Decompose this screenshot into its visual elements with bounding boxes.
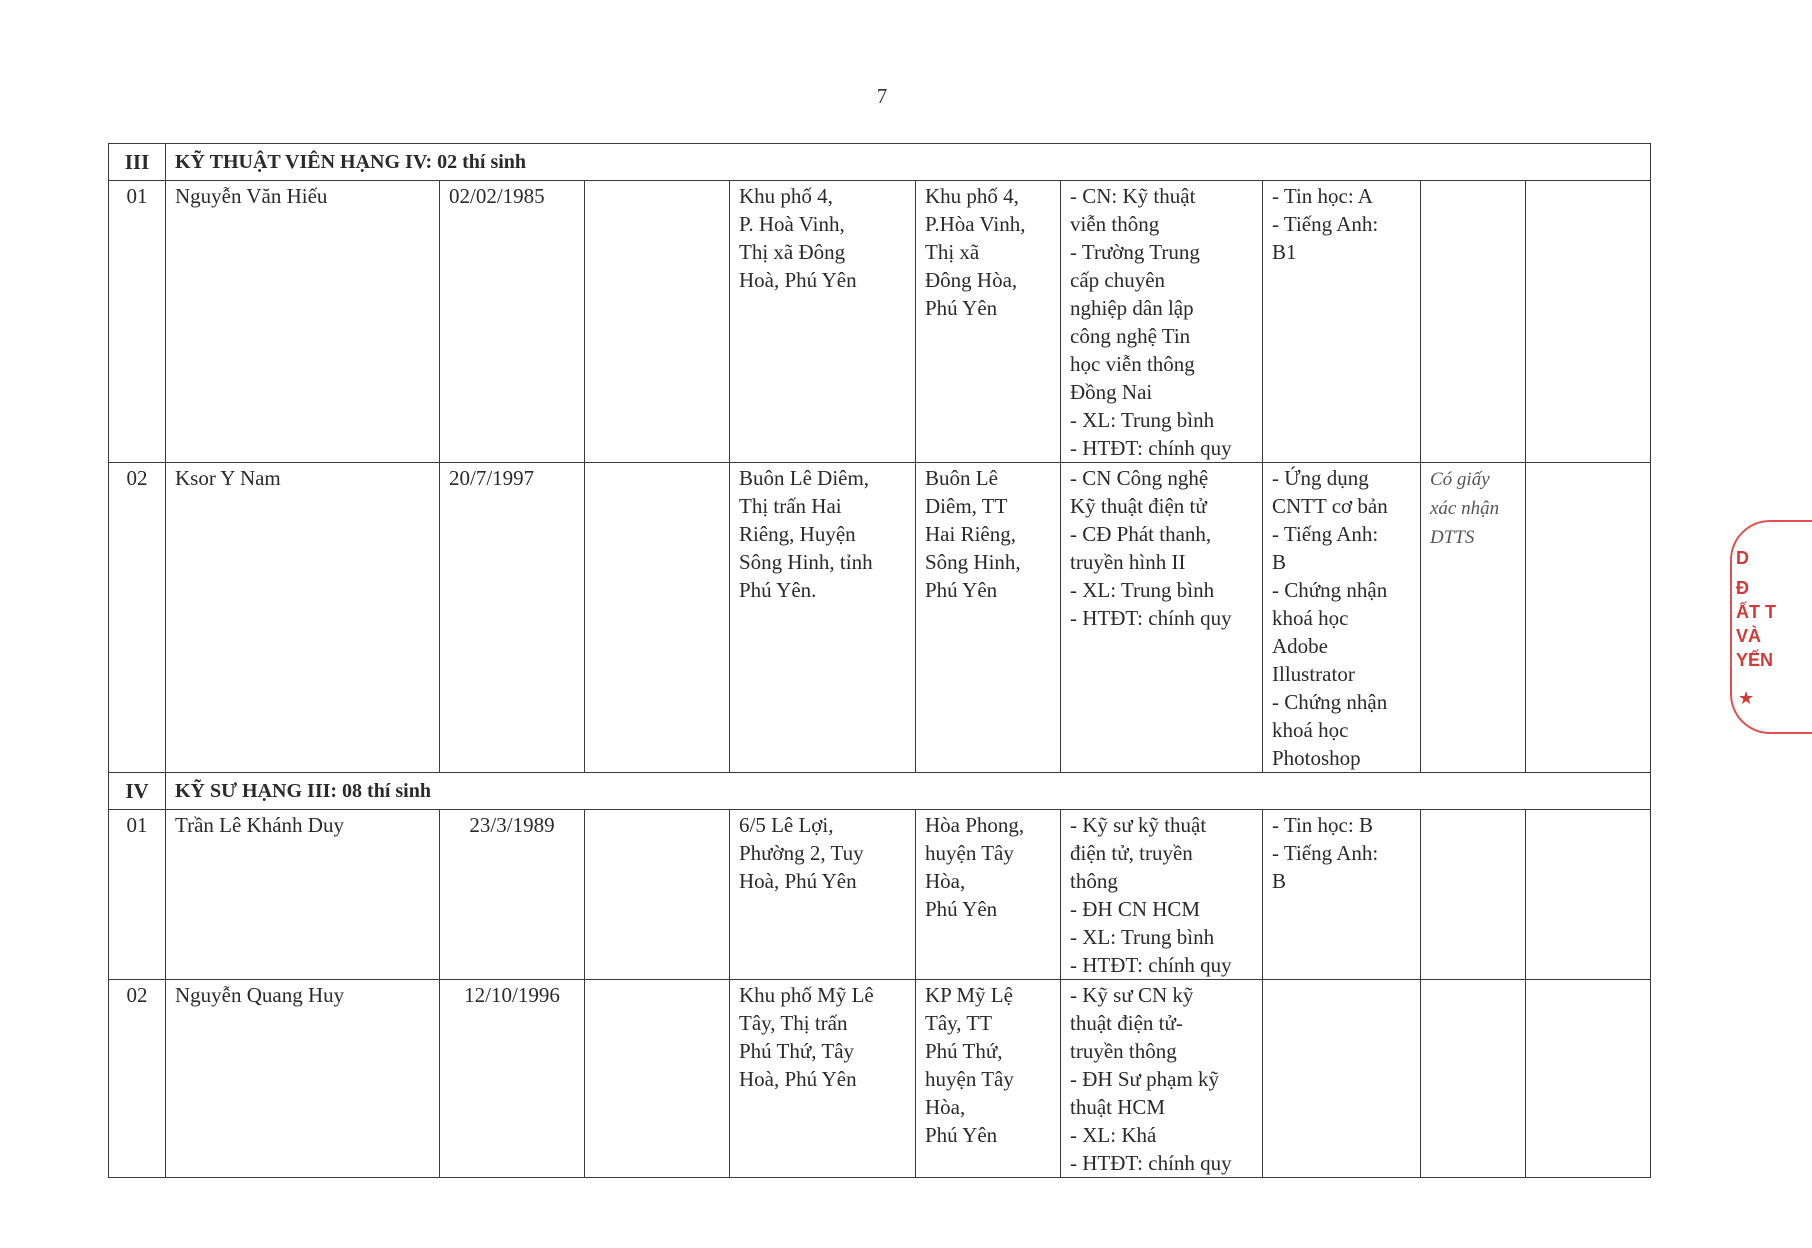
cell-education-line: - Kỹ sư CN kỹ (1070, 983, 1194, 1007)
cell-certificates-line: Illustrator (1272, 662, 1355, 686)
cell-residence-line: P.Hòa Vinh, (925, 212, 1026, 236)
section-numeral: III (109, 144, 166, 181)
cell-full-name: Trần Lê Khánh Duy (166, 810, 440, 980)
cell-education (1061, 463, 1263, 773)
cell-residence-line: Hòa Phong, (925, 813, 1025, 837)
cell-education-line: - ĐH Sư phạm kỹ (1070, 1067, 1220, 1091)
cell-education-line: - XL: Trung bình (1070, 925, 1215, 949)
cell-row-number: 02 (109, 980, 166, 1178)
cell-place-of-birth (730, 463, 916, 773)
cell-residence-line: Diêm, TT (925, 494, 1008, 518)
cell-education-line: - CĐ Phát thanh, (1070, 522, 1212, 546)
cell-place-of-birth (730, 810, 916, 980)
cell-residence-line: huyện Tây (925, 841, 1014, 865)
cell-note (1421, 980, 1526, 1178)
cell-certificates (1263, 980, 1421, 1178)
cell-education-line: - HTĐT: chính quy (1070, 436, 1232, 460)
cell-education-line: điện tử, truyền (1070, 841, 1193, 865)
cell-full-name: Ksor Y Nam (166, 463, 440, 773)
cell-residence-line: Phú Yên (925, 1123, 998, 1147)
cell-place-of-birth-line: Hoà, Phú Yên (739, 268, 857, 292)
cell-education-line: - XL: Trung bình (1070, 408, 1215, 432)
cell-education-line: - CN: Kỹ thuật (1070, 184, 1196, 208)
cell-education-line: - HTĐT: chính quy (1070, 1151, 1232, 1175)
cell-empty-col4 (585, 463, 730, 773)
cell-place-of-birth-line: Tây, Thị trấn (739, 1011, 848, 1035)
cell-empty-col4 (585, 181, 730, 463)
cell-education-line: Đồng Nai (1070, 380, 1153, 404)
cell-empty-col10 (1526, 181, 1651, 463)
cell-certificates-line: B1 (1272, 240, 1297, 264)
cell-place-of-birth-line: Thị trấn Hai (739, 494, 842, 518)
cell-education-line: viễn thông (1070, 212, 1160, 236)
cell-place-of-birth-line: Phường 2, Tuy (739, 841, 864, 865)
cell-place-of-birth-line: Hoà, Phú Yên (739, 1067, 857, 1091)
cell-residence-line: Sông Hinh, (925, 550, 1021, 574)
cell-education-line: - XL: Trung bình (1070, 578, 1215, 602)
cell-residence-line: Phú Yên (925, 897, 998, 921)
cell-certificates-line: khoá học (1272, 606, 1349, 630)
cell-certificates-line: B (1272, 550, 1287, 574)
section-title: KỸ THUẬT VIÊN HẠNG IV: 02 thí sinh (166, 144, 1651, 181)
cell-residence (916, 463, 1061, 773)
candidate-row (109, 810, 1651, 980)
cell-residence-line: Khu phố 4, (925, 184, 1019, 208)
cell-education-line: - Kỹ sư kỹ thuật (1070, 813, 1207, 837)
candidate-row (109, 181, 1651, 463)
candidate-row (109, 980, 1651, 1178)
seal-star-icon: ★ (1738, 688, 1755, 708)
cell-place-of-birth (730, 181, 916, 463)
cell-certificates (1263, 181, 1421, 463)
cell-education-line: truyền thông (1070, 1039, 1177, 1063)
cell-residence-line: Thị xã (925, 240, 980, 264)
candidate-table (108, 143, 1651, 1178)
cell-certificates-line: - Chứng nhận (1272, 578, 1388, 602)
cell-note (1421, 181, 1526, 463)
cell-place-of-birth-line: Khu phố 4, (739, 184, 833, 208)
cell-certificates-line: B (1272, 869, 1287, 893)
cell-education (1061, 980, 1263, 1178)
section-title: KỸ SƯ HẠNG III: 08 thí sinh (166, 773, 1651, 810)
cell-row-number: 01 (109, 181, 166, 463)
cell-certificates-line: - Tin học: A (1272, 184, 1373, 208)
cell-empty-col10 (1526, 463, 1651, 773)
cell-education-line: cấp chuyên (1070, 268, 1166, 292)
cell-residence (916, 810, 1061, 980)
cell-education-line: - HTĐT: chính quy (1070, 953, 1232, 977)
red-seal-stamp (1724, 520, 1776, 740)
cell-certificates-line: - Tiếng Anh: (1272, 841, 1379, 865)
seal-text-2: Đ (1736, 578, 1749, 598)
cell-certificates-line: Photoshop (1272, 746, 1361, 770)
cell-residence (916, 980, 1061, 1178)
cell-education (1061, 181, 1263, 463)
cell-date-of-birth: 02/02/1985 (440, 181, 585, 463)
cell-date-of-birth: 12/10/1996 (440, 980, 585, 1178)
cell-residence-line: Hai Riêng, (925, 522, 1016, 546)
cell-empty-col10 (1526, 980, 1651, 1178)
cell-place-of-birth-line: Hoà, Phú Yên (739, 869, 857, 893)
cell-education-line: học viễn thông (1070, 352, 1195, 376)
cell-place-of-birth-line: Sông Hinh, tỉnh (739, 550, 873, 574)
cell-place-of-birth-line: Thị xã Đông (739, 240, 846, 264)
cell-residence-line: KP Mỹ Lệ (925, 983, 1013, 1007)
cell-certificates-line: khoá học (1272, 718, 1349, 742)
cell-education-line: - XL: Khá (1070, 1123, 1157, 1147)
cell-place-of-birth-line: Buôn Lê Diêm, (739, 466, 870, 490)
cell-residence-line: Đông Hòa, (925, 268, 1018, 292)
cell-education-line: - Trường Trung (1070, 240, 1200, 264)
cell-row-number: 01 (109, 810, 166, 980)
cell-certificates-line: - Tin học: B (1272, 813, 1373, 837)
cell-place-of-birth-line: P. Hoà Vinh, (739, 212, 845, 236)
cell-empty-col10 (1526, 810, 1651, 980)
cell-residence-line: huyện Tây (925, 1067, 1014, 1091)
cell-empty-col4 (585, 810, 730, 980)
cell-note (1421, 810, 1526, 980)
cell-certificates-line: CNTT cơ bản (1272, 494, 1388, 518)
cell-certificates-line: - Chứng nhận (1272, 690, 1388, 714)
cell-full-name: Nguyễn Quang Huy (166, 980, 440, 1178)
cell-education-line: Kỹ thuật điện tử (1070, 494, 1207, 518)
cell-place-of-birth-line: Phú Yên. (739, 578, 817, 602)
cell-date-of-birth: 20/7/1997 (440, 463, 585, 773)
cell-certificates-line: Adobe (1272, 634, 1328, 658)
note-text: Có giấy xác nhận DTTS (1430, 469, 1500, 548)
cell-education-line: thuật điện tử- (1070, 1011, 1183, 1035)
cell-certificates-line: - Tiếng Anh: (1272, 522, 1379, 546)
cell-certificates (1263, 463, 1421, 773)
cell-place-of-birth (730, 980, 916, 1178)
cell-certificates (1263, 810, 1421, 980)
cell-place-of-birth-line: Riêng, Huyện (739, 522, 856, 546)
seal-text-5: YẾN (1736, 650, 1774, 670)
seal-text-3: ẤT T (1736, 602, 1776, 622)
cell-place-of-birth-line: Khu phố Mỹ Lê (739, 983, 874, 1007)
cell-row-number: 02 (109, 463, 166, 773)
candidate-row (109, 463, 1651, 773)
section-header-row (109, 773, 1651, 810)
cell-residence-line: Tây, TT (925, 1011, 993, 1035)
cell-certificates-line: - Ứng dụng (1272, 466, 1369, 490)
cell-residence-line: Phú Yên (925, 578, 998, 602)
section-numeral: IV (109, 773, 166, 810)
cell-note (1421, 463, 1526, 773)
cell-residence-line: Phú Yên (925, 296, 998, 320)
page-number: 7 (876, 84, 888, 108)
section-header-row (109, 144, 1651, 181)
cell-education-line: nghiệp dân lập (1070, 296, 1194, 320)
cell-place-of-birth-line: 6/5 Lê Lợi, (739, 813, 834, 837)
cell-residence-line: Hòa, (925, 869, 966, 893)
cell-education-line: - ĐH CN HCM (1070, 897, 1201, 921)
cell-residence (916, 181, 1061, 463)
cell-education (1061, 810, 1263, 980)
cell-education-line: thông (1070, 869, 1118, 893)
cell-education-line: - CN Công nghệ (1070, 466, 1209, 490)
seal-text-1: D (1736, 548, 1749, 568)
cell-place-of-birth-line: Phú Thứ, Tây (739, 1039, 855, 1063)
cell-empty-col4 (585, 980, 730, 1178)
cell-education-line: công nghệ Tin (1070, 324, 1191, 348)
cell-education-line: - HTĐT: chính quy (1070, 606, 1232, 630)
cell-date-of-birth: 23/3/1989 (440, 810, 585, 980)
cell-residence-line: Hòa, (925, 1095, 966, 1119)
seal-text-4: VÀ (1736, 626, 1762, 646)
cell-full-name: Nguyễn Văn Hiếu (166, 181, 440, 463)
cell-residence-line: Phú Thứ, (925, 1039, 1003, 1063)
cell-education-line: thuật HCM (1070, 1095, 1166, 1119)
cell-education-line: truyền hình II (1070, 550, 1186, 574)
cell-residence-line: Buôn Lê (925, 466, 998, 490)
cell-certificates-line: - Tiếng Anh: (1272, 212, 1379, 236)
table-body (109, 144, 1651, 1178)
